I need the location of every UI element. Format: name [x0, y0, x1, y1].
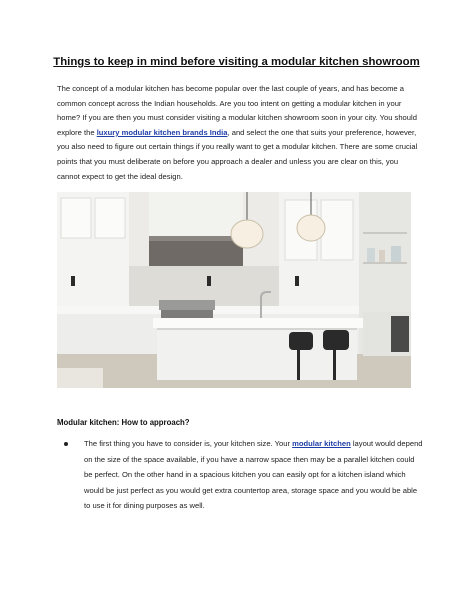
kitchen-photo	[57, 192, 411, 388]
bullet-text-start: The first thing you have to consider is, your kitchen size. Your	[84, 439, 293, 448]
bullet-marker	[64, 442, 68, 446]
section-heading: Modular kitchen: How to approach?	[57, 418, 190, 427]
list-item	[84, 436, 424, 514]
modular-kitchen-link[interactable]: modular kitchen	[292, 439, 351, 448]
intro-text-start: The concept of a modular kitchen has become popular over the last couple of years, and has become a common concept across the Indian households. Are you too intent on getting a modular kitchen in your home? If you are then you must consider visiting a modular kitchen showroom soon in your city. You should explore the	[57, 84, 417, 137]
luxury-brands-link[interactable]: luxury modular kitchen brands India	[96, 127, 228, 137]
bullet-text-end: layout would depend on the size of the space available, if you have a narrow space then may be a parallel kitchen could be perfect. On the other hand in a spacious kitchen you can easily opt for a kitchen island which would be just perfect as you would get extra countertop area, storage space and you would be able to use it for dining purposes as well.	[84, 439, 423, 511]
document-title: Things to keep in mind before visiting a modular kitchen showroom	[53, 56, 420, 68]
intro-text-end: , and select the one that suits your preference, however, you also need to figure out certain things if you really want to get a modular kitchen. There are some crucial points that you must deliberate on before you approach a dealer and unless you are clear on this, you cannot expect to get the ideal design.	[57, 127, 418, 181]
intro-paragraph	[57, 82, 422, 184]
